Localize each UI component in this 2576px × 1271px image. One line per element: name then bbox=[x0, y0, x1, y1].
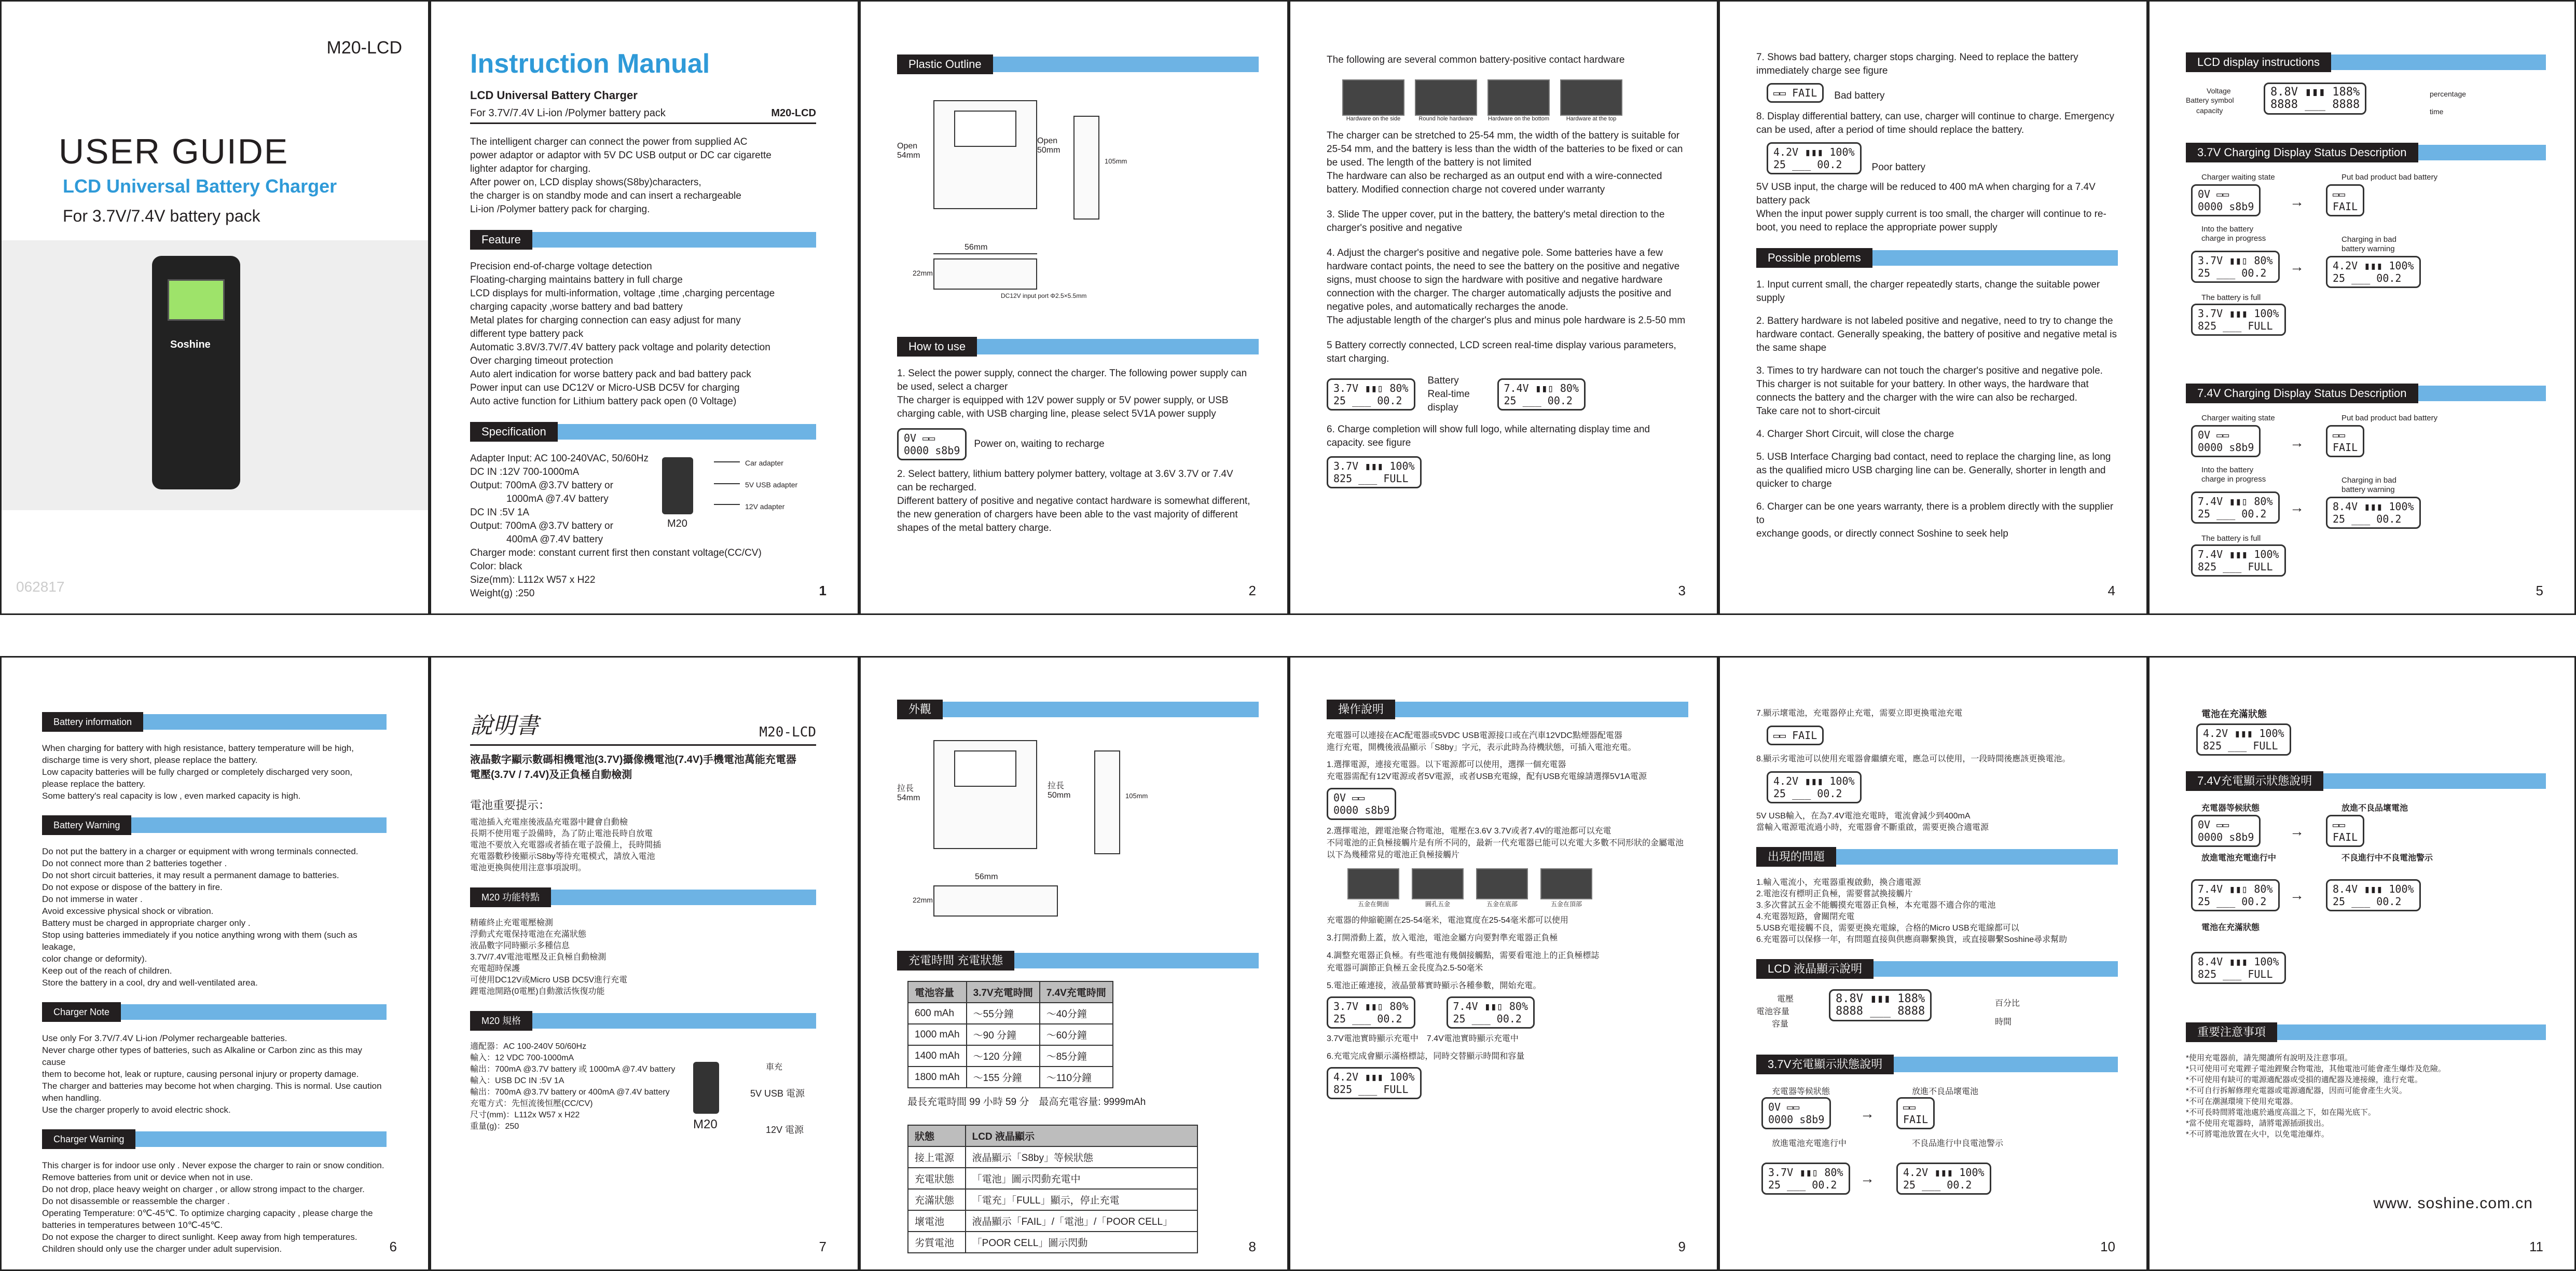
cn-status74-header: 7.4V充電顯示狀態說明 bbox=[2186, 771, 2546, 791]
cn-feature-header: M20 功能特點 bbox=[470, 887, 816, 907]
lcd-cn-full2: 4.2V ▮▮▮ 100% 825 ___ FULL bbox=[2196, 723, 2291, 756]
page-number: 6 bbox=[389, 1239, 397, 1254]
stretch-text: The charger can be stretched to 25-54 mm, the width of the battery is suitable for 25-54 mm, and the battery is less than the width of the batteries to be fixed or can be used. The length of the battery is not limited The hardware can also be recharged as an output end with a wire-connected battery. Modified connection charge not covered under warranty bbox=[1327, 130, 1683, 195]
cover-subtitle: LCD Universal Battery Charger bbox=[63, 175, 337, 197]
battery-types: Hardware on the side Round hole hardware Hardware on the bottom Hardware at the top bbox=[1342, 79, 1688, 122]
power-on-label: Power on, waiting to recharge bbox=[974, 439, 1105, 449]
page-number: 11 bbox=[2529, 1239, 2543, 1254]
lcd-poor: 4.2V ▮▮▮ 100% 25 ___ 00.2 bbox=[1767, 142, 1862, 174]
page-number: 4 bbox=[2107, 583, 2115, 598]
model-label: M20-LCD bbox=[771, 107, 816, 119]
bad-label: Bad battery bbox=[1834, 90, 1885, 101]
lcd-bad: ▭▭ FAIL bbox=[1767, 83, 1824, 103]
step5-text: 5 Battery correctly connected, LCD screen real-time display various parameters, start charging. bbox=[1327, 340, 1676, 364]
cn-notice: 電池插入充電座後液晶充電器中鍵會自動檢 長期不使用電子設備時，為了防止電池長時自放電 電池不要放入充電器或者插在電子設備上，長時間插 充電器數秒後顯示S8by等待充電模式，請放入電池 電池更換與使用注意事項說明。 bbox=[470, 818, 662, 872]
cn-lcd-diagram: 電壓 電池容量 容量 8.8V ▮▮▮ 188% 8888 ___ 8888 百分比 時間 bbox=[1756, 989, 2118, 1041]
lcd-standby: 0V ▭▭ 0000 s8b9 bbox=[897, 428, 967, 460]
status37-diagram: Charger waiting state Put bad product bad battery 0V ▭▭ 0000 s8b9 → ▭▭ FAIL Into the battery charge in progress Charging in bad battery warning 3.7V ▮▮▯ 80% 25 ___ 00.2 → 4.2V ▮▮▮ 100% 25 ___ 00.2 The battery is full 3.7V ▮▮▮ 100% 825 ___ FULL bbox=[2186, 173, 2546, 370]
spec-list: Adapter Input: AC 100-240VAC, 50/60Hz DC IN :12V 700-1000mA Output: 700mA @3.7V battery or 1000mA @7.4V battery DC IN :5V 1A Output: 700mA @3.7V battery or 400mA @7.4V battery Charger mode: constant current first then constant voltage(CC/CV) Color: black Size(mm): L112x W57 x H22 Weight(g) :250 Car adapter 5V USB adapter 12V adapter M20 bbox=[470, 452, 816, 600]
cn-adapter-diagram: 車充 5V USB 電源 M20 12V 電源 bbox=[693, 1063, 805, 1135]
product-name: LCD Universal Battery Charger bbox=[470, 89, 638, 102]
lcd-instructions-header: LCD display instructions bbox=[2186, 52, 2546, 72]
cn-problems-header: 出現的問題 bbox=[1756, 847, 2118, 867]
charge-time-table: 電池容量 3.7V充電時間 7.4V充電時間 600 mAh ～55分鐘 ～40分鐘 1000 mAh ～90 分鐘 ～60分鐘 1400 mAh ～120 分鐘 ～85分鐘 1800 mAh ～155 分鐘 ～110分鐘 bbox=[907, 981, 1113, 1088]
lcd-status-table: 狀態 LCD 液晶顯示 接上電源 液晶顯示「S8by」等候狀態 充電狀態 「電池」圖示閃動充電中 充滿狀態 「電充」「FULL」顯示，停止充電 壞電池 液晶顯示「FAIL」/「電池」/「POOR CELL」 劣質電池 「POOR CELL」圖示閃動 bbox=[907, 1125, 1198, 1253]
cn-howto-header: 操作說明 bbox=[1327, 700, 1688, 719]
problems-header: Possible problems bbox=[1756, 248, 2118, 268]
cn-model: M20-LCD bbox=[759, 725, 816, 740]
cn-status37-header: 3.7V充電顯示狀態說明 bbox=[1756, 1055, 2118, 1074]
brand-logo: Soshine bbox=[170, 339, 211, 350]
spec-header: Specification bbox=[470, 422, 816, 442]
page-number: 1 bbox=[819, 583, 826, 598]
cn-bad-text: 7.顯示壞電池，充電器停止充電，需要立即更換電池充電 bbox=[1756, 709, 1963, 718]
status74-diagram: Charger waiting state Put bad product bad battery 0V ▭▭ 0000 s8b9 → ▭▭ FAIL Into the battery charge in progress Charging in bad battery warning 7.4V ▮▮▯ 80% 25 ___ 00.2 → 8.4V ▮▮▮ 100% 25 ___ 00.2 The battery is full 7.4V ▮▮▮ 100% 825 ___ FULL bbox=[2186, 414, 2546, 611]
table-row: 接上電源 液晶顯示「S8by」等候狀態 bbox=[908, 1146, 1197, 1168]
page-number: 5 bbox=[2536, 583, 2543, 598]
page-number: 2 bbox=[1248, 583, 1256, 598]
lcd-standby-cn: 0V ▭▭ 0000 s8b9 bbox=[1327, 788, 1396, 820]
cn-battery-types: 五金在側面 圓孔五金 五金在底部 五金在頂部 bbox=[1347, 868, 1688, 908]
cn-problems: 1.輸入電流小，充電器重複啟動，換合適電源 2.電池沒有標明正負極，需要嘗試換接觸片 3.多次嘗試五金不能觸摸充電器正負極，本充電器不適合你的電池 4.充電器短路，會關閉充電 5.USB充電接觸不良，需要更換充電線，合格的Micro USB充電線都可以 6.充電器可以保修一年，有問題直接與供應商聯繫換貨，或直接聯繫Soshine尋求幫助 bbox=[1756, 878, 2068, 944]
outline-diagram: Open 54mm Open 50mm 105mm 56mm 22mm DC12V input port Φ2.5×5.5mm bbox=[897, 85, 1259, 323]
cn-outline-header: 外觀 bbox=[897, 700, 1259, 719]
cover-title: USER GUIDE bbox=[59, 132, 289, 171]
step3-text: 3. Slide The upper cover, put in the battery, the battery's metal direction to the charger's positive and negative bbox=[1327, 209, 1665, 234]
cover-code: 062817 bbox=[16, 579, 65, 595]
table-row: 600 mAh ～55分鐘 ～40分鐘 bbox=[908, 1003, 1113, 1024]
cover-page bbox=[0, 0, 430, 615]
table-row: 充電狀態 「電池」圖示閃動充電中 bbox=[908, 1168, 1197, 1189]
manual-page-4 bbox=[1718, 0, 2148, 615]
lcd-cn-37: 3.7V ▮▮▯ 80% 25 ___ 00.2 bbox=[1327, 996, 1415, 1029]
lcd-charging-37: 3.7V ▮▮▯ 80% 25 ___ 00.2 bbox=[1327, 378, 1415, 411]
website-link[interactable]: www. soshine.com.cn bbox=[2373, 1195, 2533, 1212]
manual-page-11 bbox=[2148, 656, 2576, 1271]
step8-text: 8. Display differential battery, can use, charger will continue to charge. Emergency can be used, after a period of time should replace the battery. bbox=[1756, 111, 2114, 135]
product-photo bbox=[2, 240, 430, 510]
manual-page-8 bbox=[859, 656, 1289, 1271]
charge-time-header: 充電時間 充電狀態 bbox=[897, 951, 1259, 971]
page-number: 8 bbox=[1248, 1239, 1256, 1254]
cn-outline-diagram: 拉長 54mm 拉長 50mm 105mm 56mm 22mm bbox=[897, 730, 1259, 937]
status37-header: 3.7V Charging Display Status Description bbox=[2186, 143, 2546, 162]
manual-page-1 bbox=[430, 0, 859, 615]
feature-header: Feature bbox=[470, 230, 816, 250]
cn-subtitle: 液晶數字顯示數碼相機電池(3.7V)攝像機電池(7.4V)手機電池萬能充電器 電壓(3.7V / 7.4V)及正負極自動檢測 bbox=[470, 744, 816, 781]
cn-spec-header: M20 規格 bbox=[470, 1011, 816, 1031]
table-row: 壞電池 液晶顯示「FAIL」/「電池」/「POOR CELL」 bbox=[908, 1210, 1197, 1232]
lcd-cn-bad: ▭▭ FAIL bbox=[1767, 726, 1824, 745]
intro-text: The intelligent charger can connect the power from supplied AC power adaptor or adaptor with 5V DC USB output or DC car cigarette lighter adaptor for charging. After power on, LCD display shows(S8by)characters, the charger is on standby mode and can insert a rechargeable Li-ion /Polymer battery pack for charging. bbox=[470, 136, 772, 215]
realtime-label: Battery Real-time display bbox=[1427, 375, 1470, 413]
table-row: 1400 mAh ～120 分鐘 ～85分鐘 bbox=[908, 1045, 1113, 1067]
page-number: 3 bbox=[1678, 583, 1686, 598]
cover-model: M20-LCD bbox=[326, 38, 402, 58]
cn-notes: *使用充電器前，請先閱讀所有說明及注意事項。 *只可使用可充電鋰子電池鋰聚合物電池，其他電池可能會產生爆炸及危險。 *不可使用有缺可的電源適配器或受損的適配器及連接線，進行充電。 *不可自行拆解修理充電器或電源適配器，因而可能會產生火災。 *不可在潮濕環境下使用充電器。 *不可長時間將電池處於過度高溫之下，如在陽光底下。 *當不使用充電器時，請將電源插頭拔出。 *不可將電池放置在火中，以免電池爆炸。 bbox=[2186, 1054, 2446, 1139]
page-number: 10 bbox=[2100, 1239, 2115, 1254]
manual-page-2 bbox=[859, 0, 1289, 615]
manual-page-5 bbox=[2148, 0, 2576, 615]
cn-notice-title: 電池重要提示： bbox=[470, 799, 550, 812]
adapter-diagram: Car adapter 5V USB adapter 12V adapter M20 bbox=[652, 452, 818, 530]
cn-full-caption: 電池在充滿狀態 bbox=[2201, 709, 2267, 719]
outline-header: Plastic Outline bbox=[897, 54, 1259, 74]
cn-lcd-header: LCD 液晶顯示說明 bbox=[1756, 959, 2118, 979]
manual-page-3 bbox=[1289, 0, 1718, 615]
page-number: 7 bbox=[819, 1239, 826, 1254]
cn-usb-text: 5V USB輸入，在為7.4V電池充電時，電流會減少到400mA 當輸入電源電流過小時，充電器會不斷重啟，需要更換合適電源 bbox=[1756, 812, 1989, 832]
cn-howto-text: 充電器可以連接在AC配電器或5VDC USB電源接口或在汽車12VDC點煙器配電器 進行充電，開機後液晶顯示「S8by」字元，表示此時為待機狀態，可插入電池充電。 1.選擇電源，連接充電器。以下電源都可以使用，選擇一個充電器 充電器需配有12V電源或者5V電源，或者USB充電線，配有USB充電線請選擇5V1A電源 0V ▭▭ 0000 s8b9 2.選擇電池，鋰電池聚合物電池，電壓在3.6V 3.7V或者7.4V的電池都可以充電 不同電池的正負極接觸片是有所不同的，最新一代充電器已能可以充電大多數不同形狀的金屬電池 以下為幾種常見的電池正負極接觸片 bbox=[1327, 731, 1684, 859]
howto-header: How to use bbox=[897, 337, 1259, 357]
cn-title: 說明書 bbox=[470, 713, 539, 739]
page-number: 9 bbox=[1678, 1239, 1686, 1254]
lcd-charging-74: 7.4V ▮▮▯ 80% 25 ___ 00.2 bbox=[1497, 378, 1586, 411]
usb-text: 5V USB input, the charge will be reduced to 400 mA when charging for a 7.4V battery pack When the input power supply current is too small, the charger will continue to re- boot, you need to replace the appropriate power supply bbox=[1756, 182, 2106, 233]
feature-list: Precision end-of-charge voltage detection Floating-charging maintains battery in full charge LCD displays for multi-information, voltage ,time ,charging percentage charging capacity ,worse battery and bad battery Metal plates for charging connection can easy adjust for many different type battery pack Automatic 3.8V/3.7V/7.4V battery pack voltage and polarity detection Over charging timeout protection Auto alert indication for worse battery pack and bad battery pack Power input can use DC12V or Micro-USB DC5V for charging Auto active function for Lithium battery pack open (0 Voltage) bbox=[470, 261, 775, 407]
cn-status74-diagram: 充電器等候狀態 放進不良品壞電池 0V ▭▭ 0000 s8b9 → ▭▭ FAIL 放進電池充電進行中 不良進行中不良電池警示 7.4V ▮▮▯ 80% 25 ___ 00.2 → 8.4V ▮▮▮ 100% 25 ___ 00.2 電池在充滿狀態 8.4V ▮▮▮ 100% 825 ___ FULL bbox=[2186, 801, 2546, 1009]
problems-list: 1. Input current small, the charger repeatedly starts, change the suitable power supply 2. Battery hardware is not labeled positive and negative, need to try to change the hardware contact. Generally speaking, the battery of positive and negative metal is the same shape 3. Times to try hardware can not touch the charger's positive and negative pole. This charger is not suitable for your battery. In other ways, the hardware that connects the battery and the charger with the wire can also be recharged. Take care not to short-circuit 4. Charger Short Circuit, will close the charge 5. USB Interface Charging bad contact, need to replace the charging line, as long as the qualified micro USB charging line can be. Generally, shorter in length and quicker to charge 6. Charger can be one years warranty, there is a problem directly with the supplier to exchange goods, or directly connect Soshine to seek help bbox=[1756, 279, 2117, 539]
lcd-cn-poor: 4.2V ▮▮▮ 100% 25 ___ 00.2 bbox=[1767, 771, 1862, 803]
manual-page-6 bbox=[0, 656, 430, 1271]
table-row: 1800 mAh ～155 分鐘 ～110分鐘 bbox=[908, 1067, 1113, 1088]
table-row: 1000 mAh ～90 分鐘 ～60分鐘 bbox=[908, 1024, 1113, 1045]
table-row: 劣質電池 「POOR CELL」圖示閃動 bbox=[908, 1232, 1197, 1253]
safety-sections: Battery information When charging for battery with high resistance, battery temperature will be high, discharge time is very short, please replace the battery. Low capacity batteries will be fully charged or completely discharged very soon, please replace the battery. Some battery's real capacity is low , even marked capacity is high. Battery Warning Do not put the battery in a charger or equipment with wrong terminals connected. Do not connect more than 2 batteries together . Do not short circuit batteries, it may result a permanent damage to batteries. Do not expose or dispose of the battery in fire. Do not immerse in water . Avoid excessive physical shock or vibration. Battery must be charged in appropriate charger only . Stop using batteries immediately if you notice anything wrong with them (such as leakage, color change or deformity). Keep out of the reach of children. Store the battery in a cool, dry and well-ventilated area. Charger Note Use only For 3.7V/7.4V Li-ion /Polymer rechargeable batteries. Never charge other types of batteries, such as Alkaline or Carbon zinc as this may cause them to become hot, leak or rupture, causing personal injury or property damage. The charger and batteries may become hot when charging. This is normal. Use caution when handling. Use the charger properly to avoid electric shock. Charger Warning This charger is for indoor use only . Never expose the charger to rain or snow condition. Remove batteries from unit or device when not in use. Do not drop, place heavy weight on charger , or allow strong impact to the charger. Do not disassemble or reassemble the charger . Operating Temperature: 0℃-45℃. To optimize charging capacity , please charge the batteries in temperatures between 10℃-45℃. Do not expose the charger to direct sunlight. Keep away from high temperatures. Children should only use the charger under adult supervision. bbox=[42, 712, 387, 1255]
manual-page-10 bbox=[1718, 656, 2148, 1271]
cn-notes-header: 重要注意事項 bbox=[2186, 1022, 2546, 1042]
cn-features: 精確終止充電電壓檢測 浮動式充電保持電池在充滿狀態 液晶數字同時顯示多種信息 3.7V/7.4V電池電壓及正負極自動檢測 充電超時保護 可使用DC12V或Micro USB DC5V進行充電 鋰電池開路(0電壓)自動激活恢復功能 bbox=[470, 919, 628, 996]
step2-text: 2. Select battery, lithium battery polymer battery, voltage at 3.6V 3.7V or 7.4V can be recharged. Different battery of positive and negative contact hardware is somewhat different, the new generation of chargers have been able to the vast majority of different shapes of the metal battery charge. bbox=[897, 469, 1250, 534]
table-row: 充滿狀態 「電充」「FULL」顯示，停止充電 bbox=[908, 1189, 1197, 1210]
status74-header: 7.4V Charging Display Status Description bbox=[2186, 384, 2546, 403]
cn-steps: 充電器的伸縮範圍在25-54毫米，電池寬度在25-54毫米都可以使用 3.打開滑動上蓋，放入電池，電池金屬方向要對準充電器正負極 4.調整充電器正負極。有些電池有幾個接觸點，需要看電池上的正負極標誌 充電器可調節正負極五金長度為2.5-50毫米 5.電池正確連接，液晶螢幕實時顯示各種參數，開始充電。 3.7V ▮▮▯ 80% 25 ___ 00.2 7.4V ▮▮▯ 80% 25 ___ 00.2 3.7V電池實時顯示充電中 7.4V電池實時顯示充電中 6.充電完成會顯示滿格標誌，同時交替顯示時間和容量 4.2V ▮▮▮ 100% 825 ___ FULL bbox=[1327, 914, 1688, 1099]
cn-specs: 適配器：AC 100-240V 50/60Hz 輸入：12 VDC 700-1000mA 輸出：700mA @3.7V battery 或 1000mA @7.4V battery 輸入：USB DC IN :5V 1A 輸出：700mA @3.7V battery or 400mA @7.4V battery 充電方式：先恒流後恒壓(CC/CV) 尺寸(mm)：L112x W57 x H22 重量(g)：250 車充 5V USB 電源 M20 12V 電源 bbox=[470, 1041, 816, 1132]
manual-heading: Instruction Manual bbox=[470, 49, 710, 79]
manual-page-7 bbox=[430, 656, 859, 1271]
for-line: For 3.7V/7.4V Li-ion /Polymer battery pack bbox=[470, 107, 666, 119]
cn-poor-text: 8.顯示劣電池可以使用充電器會繼續充電，應急可以使用，一段時間後應該更換電池。 bbox=[1756, 755, 2071, 763]
cover-for: For 3.7V/7.4V battery pack bbox=[63, 207, 260, 225]
lcd-cn-full: 4.2V ▮▮▮ 100% 825 ___ FULL bbox=[1327, 1067, 1422, 1099]
step7-text: 7. Shows bad battery, charger stops charging. Need to replace the battery immediately charge see figure bbox=[1756, 52, 2078, 76]
lcd-cn-74: 7.4V ▮▮▯ 80% 25 ___ 00.2 bbox=[1447, 996, 1535, 1029]
lcd-diagram: Voltage Battery symbol capacity 8.8V ▮▮▮ 188% 8888 ___ 8888 percentage time bbox=[2186, 83, 2546, 129]
lcd-full: 3.7V ▮▮▮ 100% 825 ___ FULL bbox=[1327, 456, 1422, 488]
step4-text: 4. Adjust the charger's positive and negative pole. Some batteries have a few hardware contact points, the need to see the battery on the positive and negative signs, must choose to sign the hardware with positive and negative hardware connection with the charger. The charger automatically adjusts the positive and negative poles, and automatically recharges the anode. The adjustable length of the charger's plus and minus pole hardware is 2.5-50 mm bbox=[1327, 248, 1686, 326]
manual-page-9 bbox=[1289, 656, 1718, 1271]
contact-intro: The following are several common battery-positive contact hardware bbox=[1327, 54, 1625, 65]
howto-text: 1. Select the power supply, connect the charger. The following power supply can be used, select a charger The charger is equipped with 12V power supply or 5V power supply, or USB charging cable, with USB charging line, please select 5V1A power supply bbox=[897, 368, 1247, 419]
poor-label: Poor battery bbox=[1871, 162, 1926, 173]
cn-status37-diagram: 充電器等候狀態 放進不良品壞電池 0V ▭▭ 0000 s8b9 → ▭▭ FAIL 放進電池充電進行中 不良品進行中良電池警示 3.7V ▮▮▯ 80% 25 ___ 00.2 → 4.2V ▮▮▮ 100% 25 ___ 00.2 bbox=[1756, 1085, 2118, 1209]
step6-text: 6. Charge completion will show full logo, while alternating display time and capacity. see figure bbox=[1327, 424, 1650, 448]
charge-note: 最長充電時間 99 小時 59 分 最高充電容量: 9999mAh bbox=[907, 1097, 1146, 1108]
